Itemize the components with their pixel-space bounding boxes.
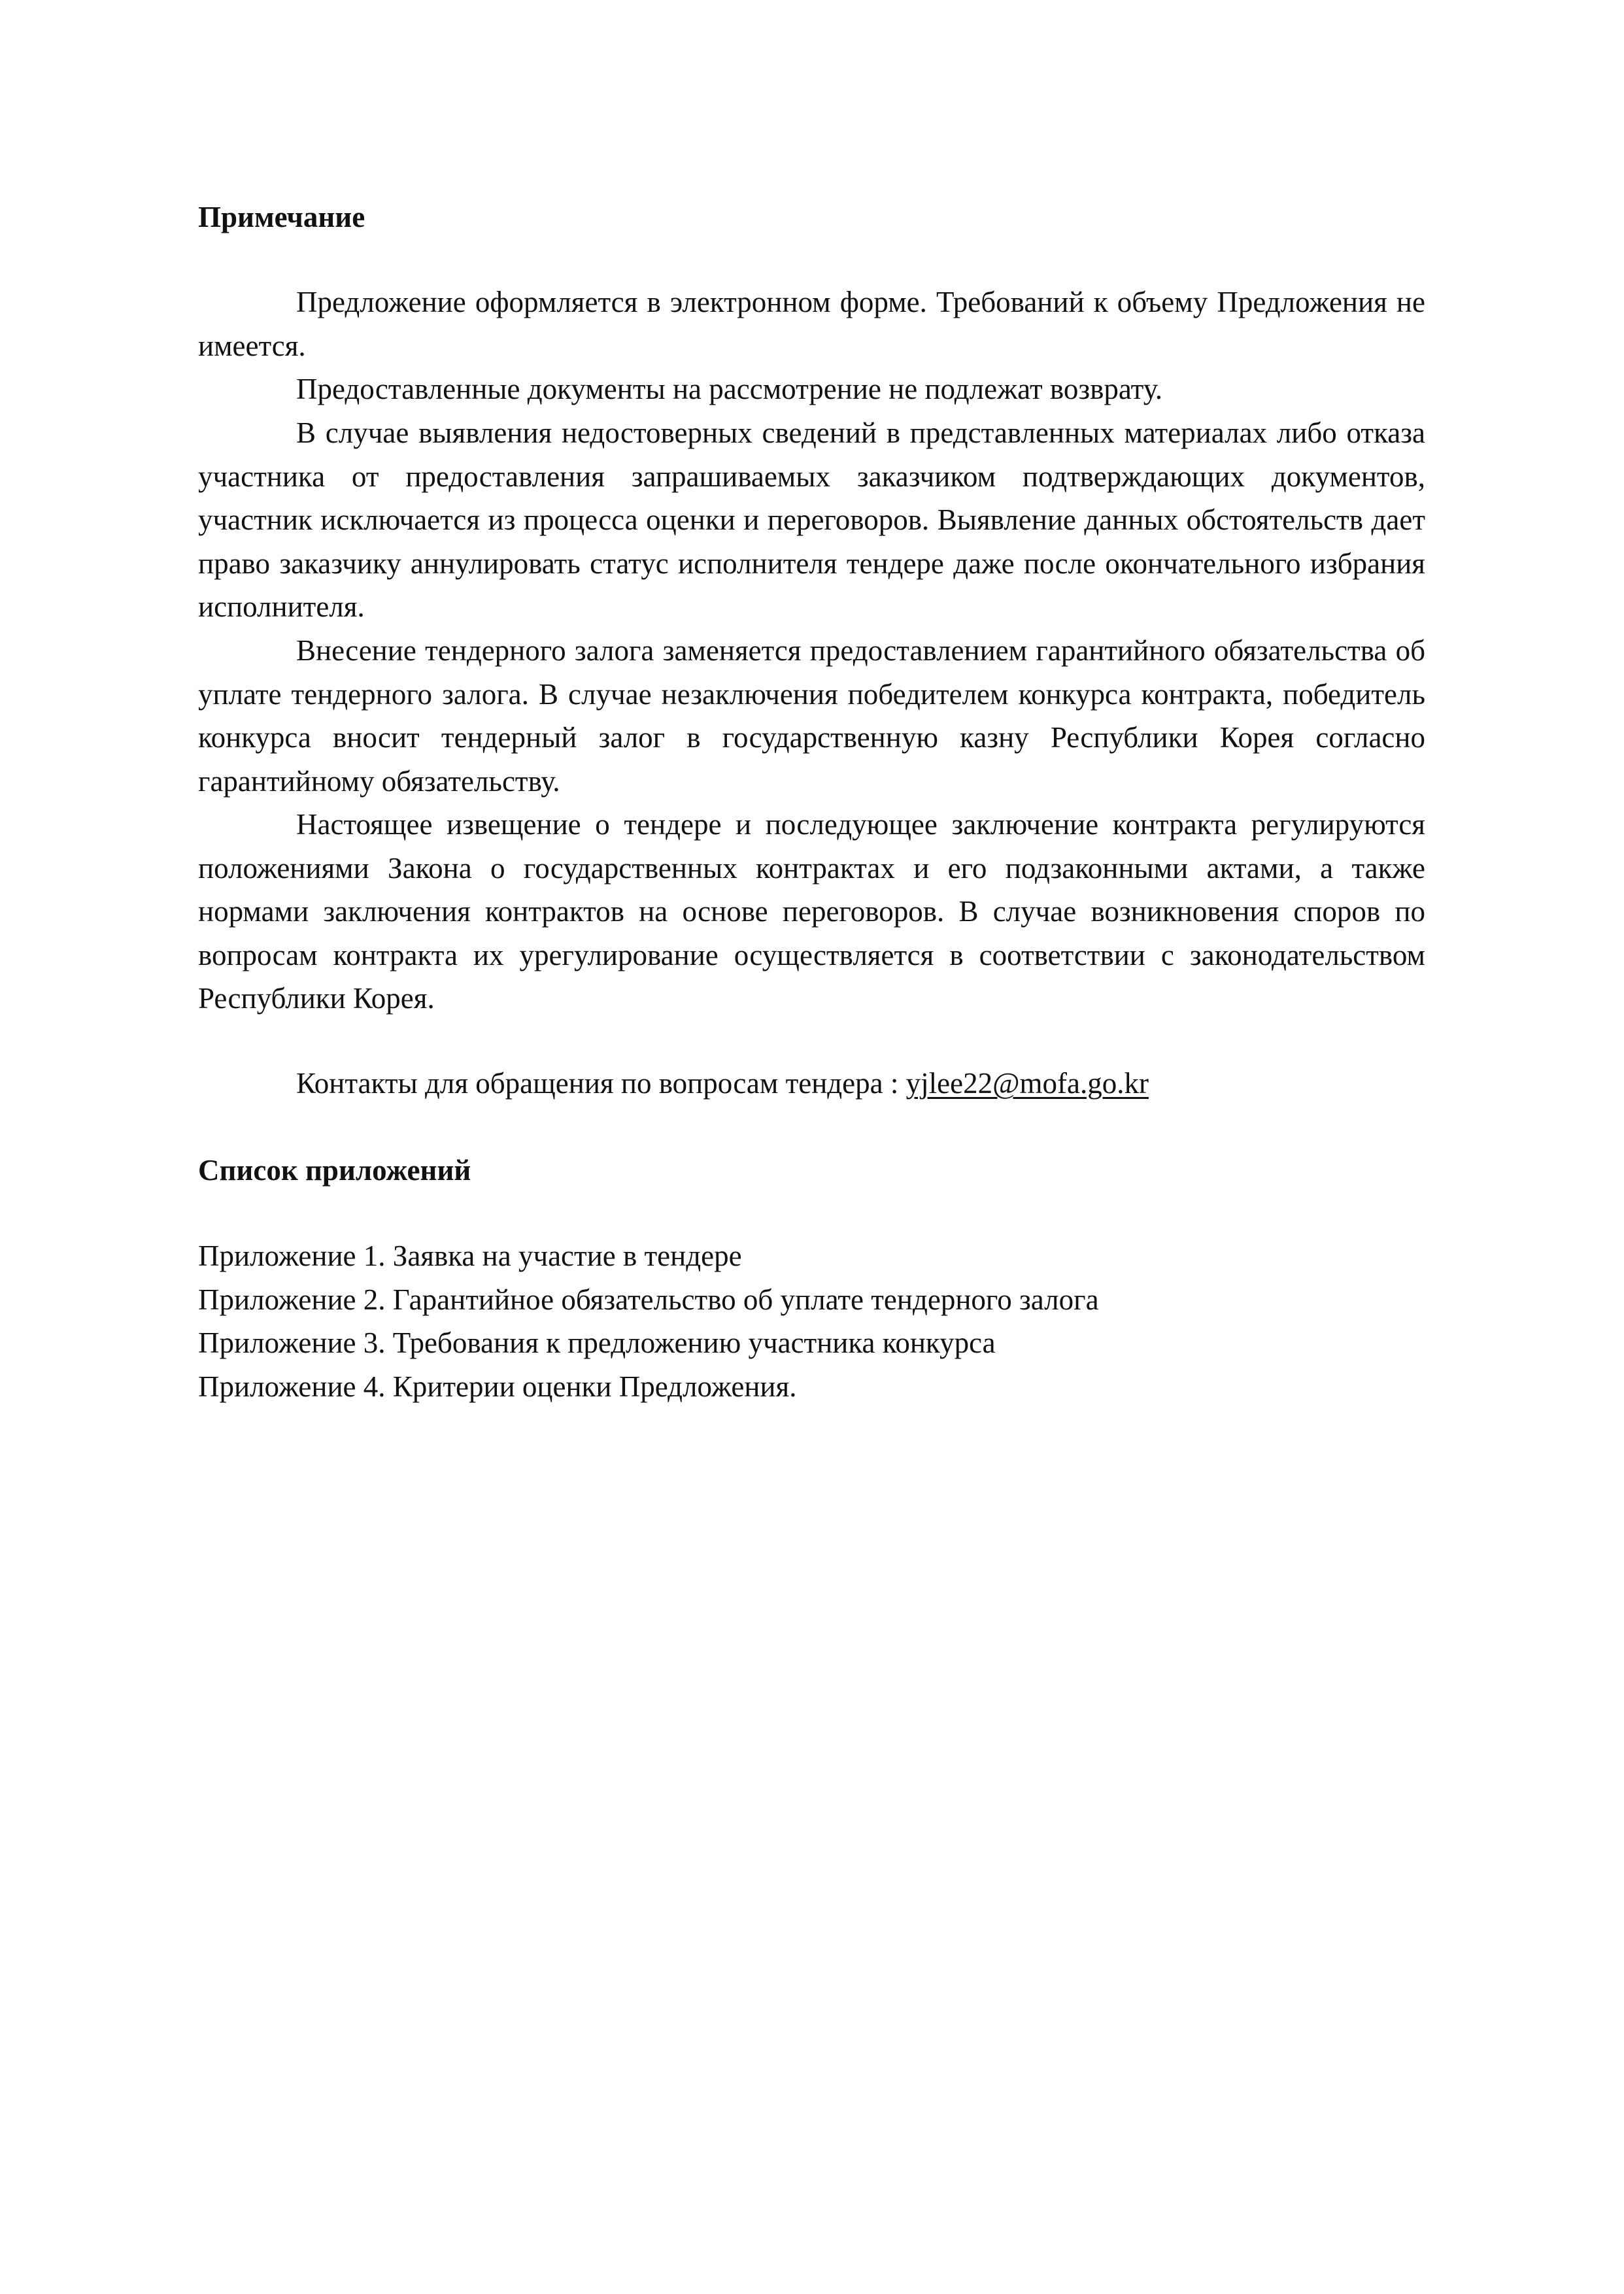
contact-line — [296, 1062, 1149, 1105]
attachment-item-4: Приложение 4. Критерии оценки Предложения. — [198, 1370, 797, 1403]
note-paragraph-tender-deposit: Внесение тендерного залога заменяется предоставлением гарантийного обязательства об уплате тендерного залога. В случае незаключения победителем конкурса контракта, победитель конкурса вносит тендерный залог в государственную казну Республики Корея согласно гарантийному обязательству. — [198, 634, 1425, 798]
note-paragraph-documents-not-returned: Предоставленные документы на рассмотрение не подлежат возврату. — [296, 373, 1162, 405]
attachment-item-3: Приложение 3. Требования к предложению участника конкурса — [198, 1326, 996, 1360]
contact-label: Контакты для обращения по вопросам тендера : — [296, 1067, 906, 1100]
contact-email-link[interactable]: yjlee22@mofa.go.kr — [905, 1067, 1149, 1100]
note-heading: Примечание — [198, 201, 365, 233]
attachment-item-1: Приложение 1. Заявка на участие в тендере — [198, 1240, 742, 1272]
note-paragraph-governing-law: Настоящее извещение о тендере и последующее заключение контракта регулируются положениями Закона о государственных контрактах и его подзаконными актами, а также нормами заключения контрактов на основе переговоров. В случае возникновения споров по вопросам контракта их урегулирование осуществляется в соответствии с законодательством Республики Корея. — [198, 808, 1425, 1015]
attachments-heading: Список приложений — [198, 1154, 471, 1187]
note-paragraph-false-information: В случае выявления недостоверных сведений в представленных материалах либо отказа участника от предоставления запрашиваемых заказчиком подтверждающих документов, участник исключается из процесса оценки и переговоров. Выявление данных обстоятельств дает право заказчику аннулировать статус исполнителя тендере даже после окончательного избрания исполнителя. — [198, 416, 1425, 624]
attachments-list — [198, 1234, 1099, 1408]
attachment-item-2: Приложение 2. Гарантийное обязательство об уплате тендерного залога — [198, 1283, 1099, 1316]
note-paragraph-electronic-form: Предложение оформляется в электронном форме. Требований к объему Предложения не имеется. — [198, 286, 1425, 362]
